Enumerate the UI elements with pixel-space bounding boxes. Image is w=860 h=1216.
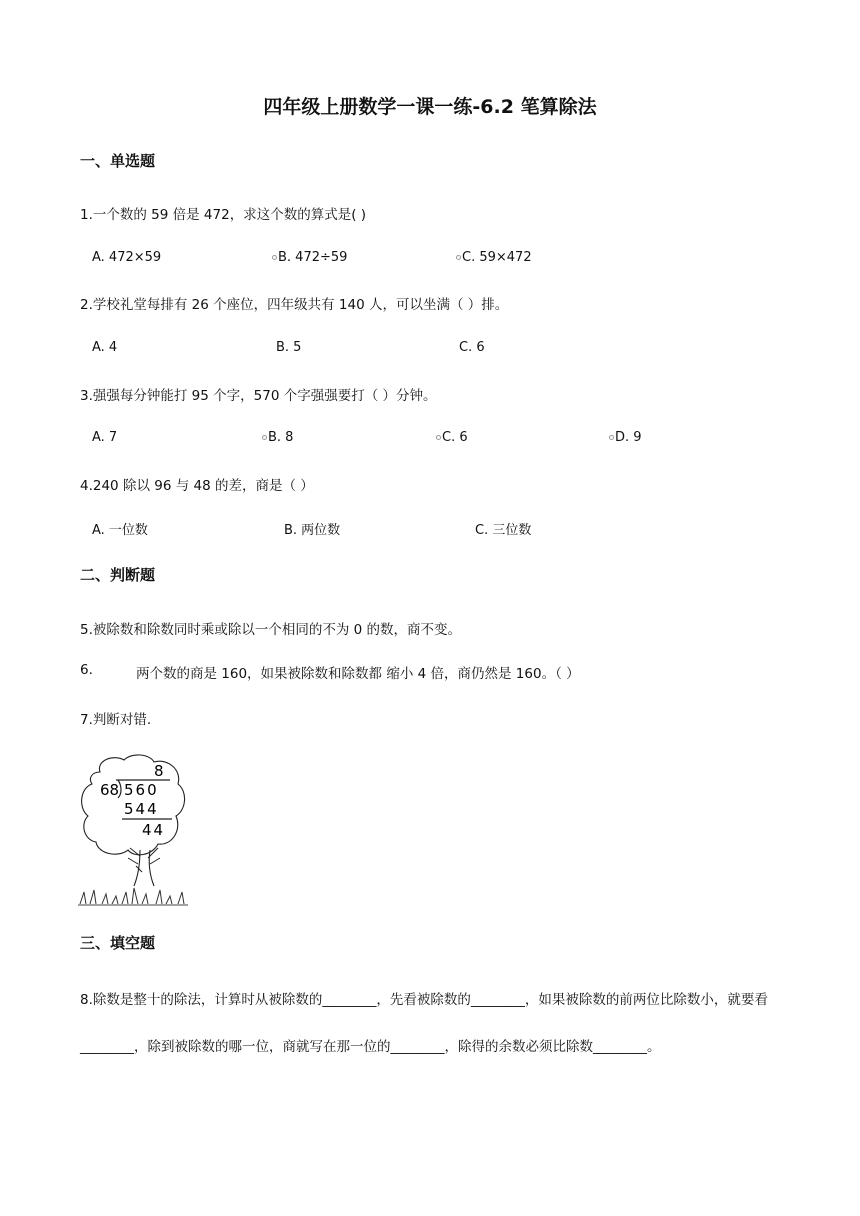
- q4-option-b[interactable]: B. 两位数: [284, 523, 341, 538]
- section-heading-true-false: 二、判断题: [80, 566, 156, 584]
- q1-option-c-label: C. 59×472: [462, 250, 532, 265]
- question-7: 7.判断对错.: [80, 712, 152, 728]
- section-heading-fill-blank: 三、填空题: [80, 934, 156, 952]
- question-6: 两个数的商是 160，如果被除数和除数都 缩小 4 倍，商仍然是 160。（ ）: [136, 666, 580, 682]
- question-6-number: 6.: [80, 662, 93, 678]
- division-tree-figure: [78, 752, 190, 910]
- q1-option-b[interactable]: [272, 250, 347, 265]
- radio-dot-icon: [609, 435, 614, 440]
- q3-option-c-label: C. 6: [442, 430, 468, 445]
- question-2: 2.学校礼堂每排有 26 个座位，四年级共有 140 人，可以坐满（ ）排。: [80, 297, 509, 313]
- divisor-text: 68: [100, 781, 120, 799]
- question-3: 3.强强每分钟能打 95 个字，570 个字强强要打（ ）分钟。: [80, 388, 437, 404]
- radio-dot-icon: [456, 255, 461, 260]
- q3-option-c[interactable]: [436, 430, 468, 445]
- product-text: 544: [124, 800, 159, 818]
- q2-option-c[interactable]: C. 6: [459, 340, 485, 355]
- q3-option-a[interactable]: A. 7: [92, 430, 118, 445]
- q1-option-b-label: B. 472÷59: [278, 250, 348, 265]
- q2-option-b[interactable]: B. 5: [276, 340, 302, 355]
- q1-option-c[interactable]: [456, 250, 532, 265]
- q3-option-b-label: B. 8: [268, 430, 294, 445]
- q4-option-c[interactable]: C. 三位数: [475, 523, 532, 538]
- q3-option-b[interactable]: [262, 430, 293, 445]
- question-8: 8.除数是整十的除法，计算时从被除数的________，先看被除数的________，如果被除数的前两位比除数小，就要看________，除到被除数的哪一位，商就写在那一位的________，除得的余数必须比除数________。: [80, 992, 768, 1055]
- q4-option-a[interactable]: A. 一位数: [92, 523, 148, 538]
- radio-dot-icon: [272, 255, 277, 260]
- quotient-text: 8: [154, 762, 164, 780]
- radio-dot-icon: [262, 435, 267, 440]
- question-1: 1.一个数的 59 倍是 472，求这个数的算式是( ): [80, 207, 367, 223]
- question-5: 5.被除数和除数同时乘或除以一个相同的不为 0 的数，商不变。: [80, 622, 462, 638]
- radio-dot-icon: [436, 435, 441, 440]
- section-heading-single-choice: 一、单选题: [80, 152, 156, 170]
- q2-option-a[interactable]: A. 4: [92, 340, 118, 355]
- dividend-text: 560: [124, 781, 159, 799]
- q1-option-a[interactable]: A. 472×59: [92, 250, 162, 265]
- q3-option-d[interactable]: [609, 430, 642, 445]
- q3-option-d-label: D. 9: [615, 430, 642, 445]
- remainder-text: 44: [142, 821, 166, 839]
- question-4: 4.240 除以 96 与 48 的差，商是（ ）: [80, 478, 314, 494]
- page-title: 四年级上册数学一课一练-6.2 笔算除法: [263, 96, 597, 118]
